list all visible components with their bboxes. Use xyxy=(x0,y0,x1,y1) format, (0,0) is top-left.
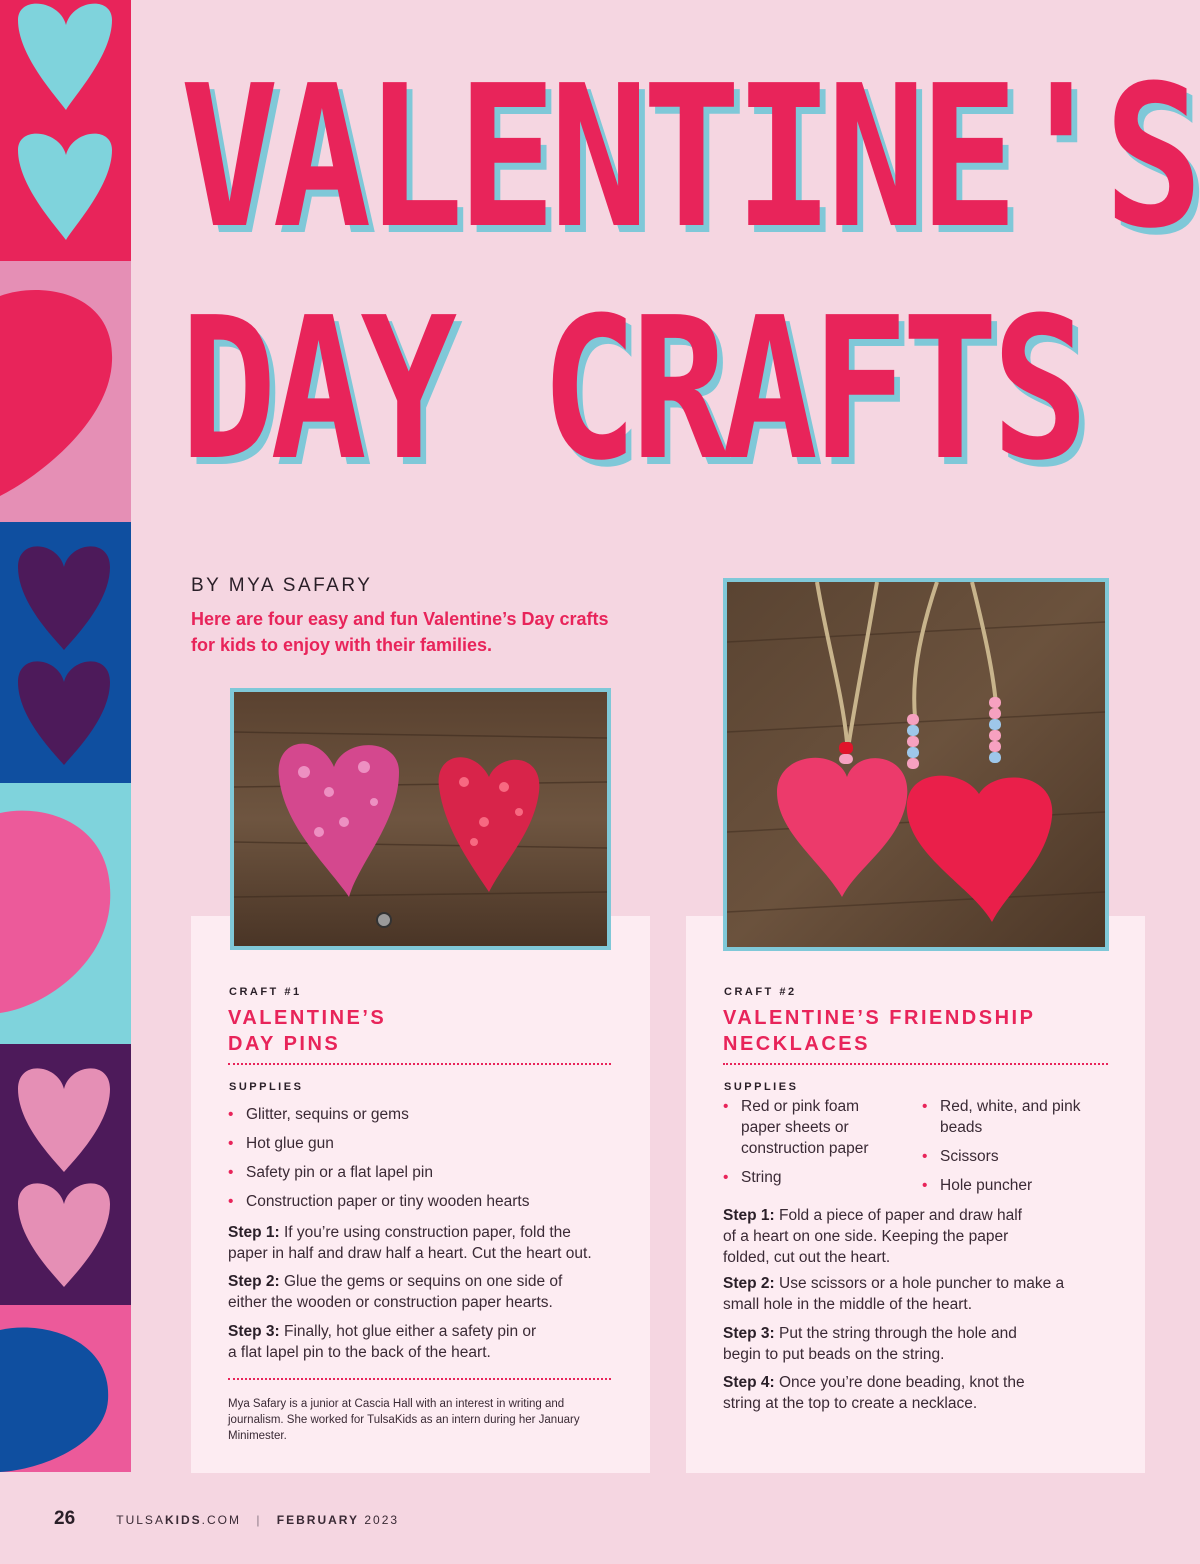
title-line-2: DAY CRAFTS xyxy=(180,276,1083,504)
step-text: Once you’re done beading, knot the string at the top to create a necklace. xyxy=(723,1374,1025,1412)
supply-item: • Scissors xyxy=(922,1147,1082,1168)
strip-block-red xyxy=(0,0,131,261)
footer-separator: | xyxy=(256,1513,262,1527)
step-text: Use scissors or a hole puncher to make a small hole in the middle of the heart. xyxy=(723,1275,1065,1313)
craft-1-step-3 xyxy=(228,1322,548,1364)
friendship-necklaces-photo xyxy=(723,578,1109,951)
step-text: Finally, hot glue either a safety pin or a flat lapel pin to the back of the heart. xyxy=(228,1323,537,1361)
intro-text: Here are four easy and fun Valentine’s Day crafts for kids to enjoy with their families. xyxy=(191,609,609,656)
site-bold: KIDS xyxy=(164,1513,202,1527)
heart-icon xyxy=(0,522,131,783)
craft-2-title-line-1: VALENTINE’S FRIENDSHIP xyxy=(723,1007,1036,1029)
divider xyxy=(723,1063,1108,1065)
craft-1-supplies-heading: SUPPLIES xyxy=(229,1081,304,1093)
step-label: Step 2: xyxy=(723,1275,775,1292)
decorative-heart-strip xyxy=(0,0,131,1472)
site-prefix: TULSA xyxy=(116,1513,165,1527)
craft-2-step-2 xyxy=(723,1274,1073,1316)
strip-block-magenta xyxy=(0,1305,131,1472)
half-heart-icon xyxy=(0,261,131,522)
byline: BY MYA SAFARY xyxy=(191,575,373,596)
divider xyxy=(228,1378,611,1380)
supply-item: • Red or pink foam paper sheets or construction paper xyxy=(723,1097,898,1160)
supply-item: • Construction paper or tiny wooden hearts xyxy=(228,1192,618,1213)
divider xyxy=(228,1063,611,1065)
issue-month: FEBRUARY xyxy=(276,1513,360,1527)
craft-2-label: CRAFT #2 xyxy=(724,986,797,998)
supply-item: • Red, white, and pink beads xyxy=(922,1097,1082,1139)
supply-item: • String xyxy=(723,1168,898,1189)
strip-block-blue xyxy=(0,522,131,783)
craft-2-step-3 xyxy=(723,1324,1023,1366)
strip-block-teal xyxy=(0,783,131,1044)
step-label: Step 3: xyxy=(228,1323,280,1340)
craft-1-title-line-2: DAY PINS xyxy=(228,1033,341,1055)
craft-1-title-line-1: VALENTINE’S xyxy=(228,1007,387,1029)
craft-1-supplies-list xyxy=(228,1105,618,1213)
strip-block-pink xyxy=(0,261,131,522)
supply-item: • Hole puncher xyxy=(922,1176,1082,1197)
supply-item: • Hot glue gun xyxy=(228,1134,618,1155)
issue-year: 2023 xyxy=(359,1513,400,1527)
supply-item: • Safety pin or a flat lapel pin xyxy=(228,1163,618,1184)
page-footer xyxy=(54,1508,399,1530)
step-label: Step 3: xyxy=(723,1325,775,1342)
supply-item: • Glitter, sequins or gems xyxy=(228,1105,618,1126)
half-heart-icon xyxy=(0,783,131,1044)
half-heart-icon xyxy=(0,1305,131,1472)
site-suffix: .COM xyxy=(201,1513,241,1527)
craft-2-title-line-2: NECKLACES xyxy=(723,1033,870,1055)
step-text: If you’re using construction paper, fold the paper in half and draw half a heart. Cut the heart out. xyxy=(228,1224,592,1262)
sequin-hearts-photo xyxy=(230,688,611,950)
step-label: Step 4: xyxy=(723,1374,775,1391)
site-name xyxy=(116,1513,241,1527)
craft-2-step-1 xyxy=(723,1206,1023,1269)
author-bio: Mya Safary is a junior at Cascia Hall with an interest in writing and journalism. She worked for TulsaKids as an intern during her January Minimester. xyxy=(228,1398,580,1443)
craft-2-supplies-list-1 xyxy=(723,1097,898,1189)
page-number: 26 xyxy=(54,1508,76,1529)
step-text: Fold a piece of paper and draw half of a heart on one side. Keeping the paper folded, cut out the heart. xyxy=(723,1207,1022,1266)
craft-1-label: CRAFT #1 xyxy=(229,986,302,998)
step-label: Step 2: xyxy=(228,1273,280,1290)
step-label: Step 1: xyxy=(723,1207,775,1224)
craft-2-step-4 xyxy=(723,1373,1063,1415)
craft-2-title xyxy=(723,1005,1035,1057)
step-text: Glue the gems or sequins on one side of either the wooden or construction paper hearts. xyxy=(228,1273,563,1311)
title-line-1: VALENTINE'S xyxy=(180,44,1197,272)
step-label: Step 1: xyxy=(228,1224,280,1241)
heart-icon xyxy=(0,0,131,261)
step-text: Put the string through the hole and begin to put beads on the string. xyxy=(723,1325,1017,1363)
craft-2-supplies-heading: SUPPLIES xyxy=(724,1081,799,1093)
craft-2-supplies-list-2 xyxy=(922,1097,1082,1197)
heart-icon xyxy=(0,1044,131,1305)
craft-1-title xyxy=(228,1005,386,1057)
page-title xyxy=(180,44,1197,504)
craft-1-step-2 xyxy=(228,1272,598,1314)
strip-block-purple xyxy=(0,1044,131,1305)
craft-1-step-1 xyxy=(228,1223,613,1265)
